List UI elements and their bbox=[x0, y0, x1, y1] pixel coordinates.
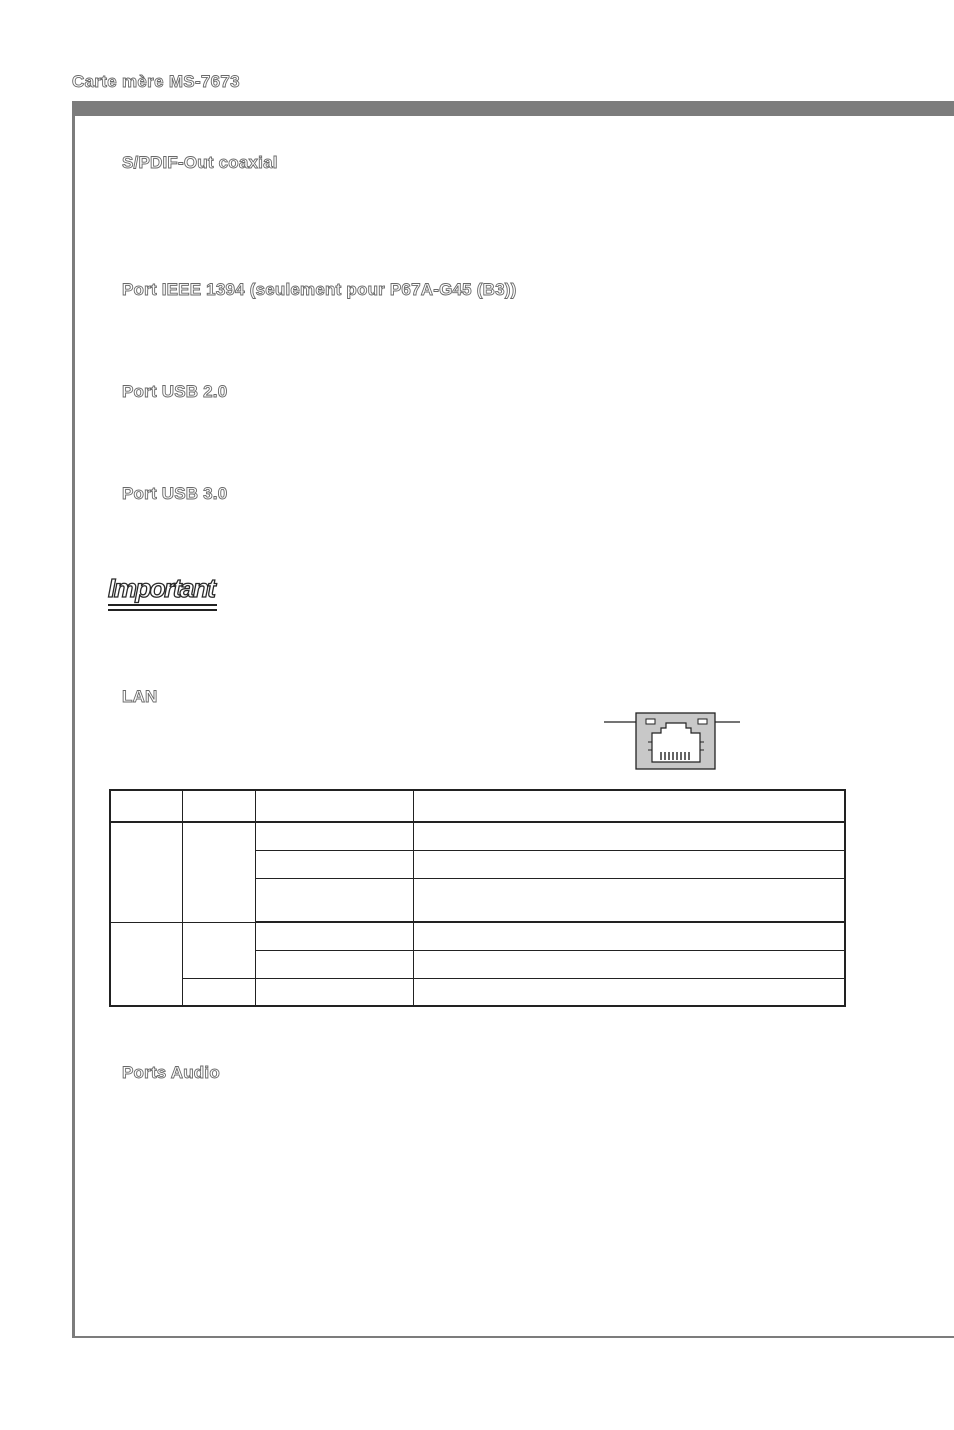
table-cell-color bbox=[182, 822, 255, 922]
table-cell-color bbox=[182, 922, 255, 978]
lan-port-icon bbox=[600, 712, 742, 772]
table-cell-condition bbox=[413, 850, 845, 878]
frame-left-rule bbox=[72, 101, 75, 1338]
lan-left-led bbox=[646, 719, 655, 724]
table-cell-condition bbox=[413, 878, 845, 922]
table-cell-condition bbox=[413, 978, 845, 1006]
frame-bottom-rule bbox=[72, 1336, 954, 1338]
heading-ieee1394-port: Port IEEE 1394 (seulement pour P67A-G45 (B3)) bbox=[122, 280, 517, 299]
table-cell-condition bbox=[413, 950, 845, 978]
heading-usb3-port: Port USB 3.0 bbox=[122, 484, 228, 503]
important-underline bbox=[108, 609, 217, 611]
lan-right-led bbox=[698, 719, 707, 724]
table-row bbox=[110, 978, 845, 1006]
table-cell-led-group bbox=[110, 922, 182, 1006]
heading-audio-ports: Ports Audio bbox=[122, 1063, 220, 1082]
important-heading: Important bbox=[108, 573, 215, 603]
heading-lan: LAN bbox=[122, 687, 158, 706]
table-cell-state bbox=[255, 850, 413, 878]
table-cell-state bbox=[255, 922, 413, 950]
running-header: Carte mère MS-7673 bbox=[72, 72, 240, 91]
table-header-cell bbox=[110, 790, 182, 822]
table-header-cell bbox=[182, 790, 255, 822]
table-header-cell bbox=[413, 790, 845, 822]
table-cell-state bbox=[255, 978, 413, 1006]
table-cell-state bbox=[255, 950, 413, 978]
table-cell-led-group bbox=[110, 822, 182, 922]
table-header-row bbox=[110, 790, 845, 822]
table-cell-state bbox=[255, 822, 413, 850]
frame-top-bar bbox=[72, 101, 954, 116]
heading-usb2-port: Port USB 2.0 bbox=[122, 382, 228, 401]
table-cell-condition bbox=[413, 922, 845, 950]
lan-led-status-table bbox=[109, 789, 846, 1007]
table-row bbox=[110, 822, 845, 850]
table-row bbox=[110, 922, 845, 950]
heading-spdif-out-coaxial: S/PDIF-Out coaxial bbox=[122, 153, 278, 172]
table-cell-color bbox=[182, 978, 255, 1006]
important-underline bbox=[108, 604, 217, 606]
table-cell-state bbox=[255, 878, 413, 922]
table-header-cell bbox=[255, 790, 413, 822]
table-cell-condition bbox=[413, 822, 845, 850]
